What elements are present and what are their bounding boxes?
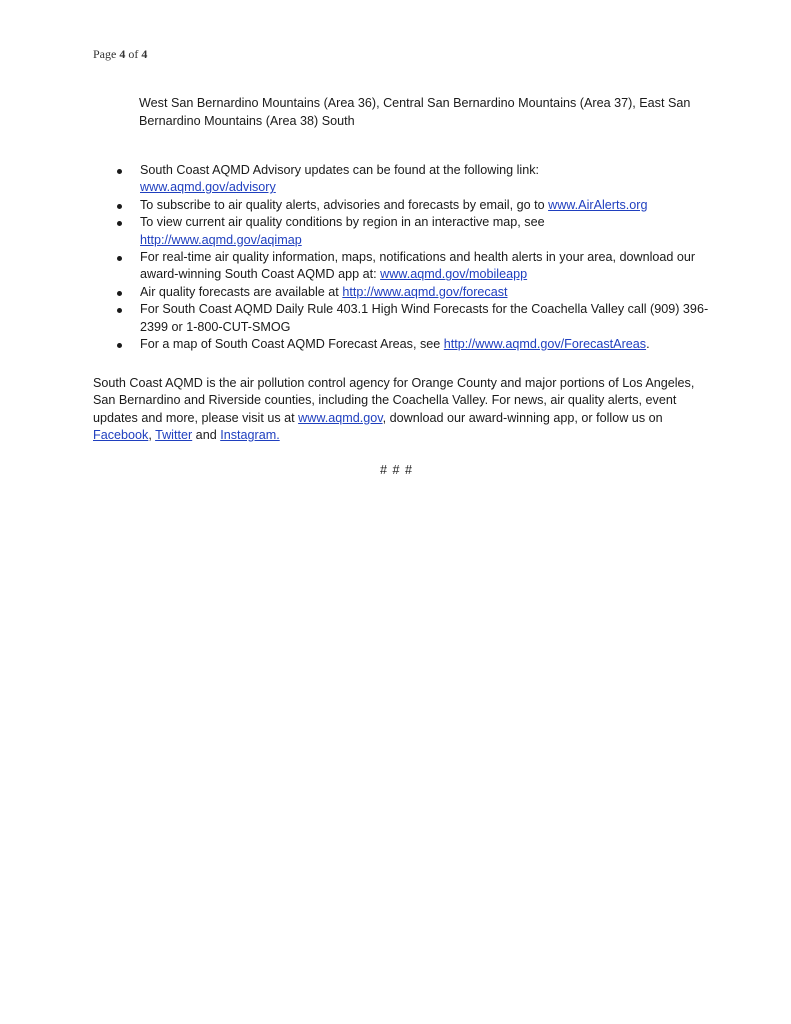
instagram-link[interactable]: Instagram. [220,428,280,443]
bullet-icon [117,291,122,296]
aqimap-link[interactable]: http://www.aqmd.gov/aqimap [140,232,302,247]
bullet-app: For real-time air quality information, maps, notifications and health alerts in your area, download our award-winning South Coast AQMD app at: www.aqmd.gov/mobileapp [115,249,715,284]
info-bullet-list [115,162,715,353]
facebook-link[interactable]: Facebook [93,428,149,443]
bullet-advisory: South Coast AQMD Advisory updates can be found at the following link: www.aqmd.gov/advisory [115,162,715,197]
page-total: 4 [141,47,148,61]
page-number: 4 [119,47,126,61]
advisory-link[interactable]: www.aqmd.gov/advisory [140,180,276,195]
mobileapp-link[interactable]: www.aqmd.gov/mobileapp [380,267,528,282]
bullet-subscribe: To subscribe to air quality alerts, advisories and forecasts by email, go to www.AirAlerts.org [115,197,715,214]
bullet-icon [117,204,122,209]
forecastareas-link[interactable]: http://www.aqmd.gov/ForecastAreas [443,337,647,352]
about-paragraph: South Coast AQMD is the air pollution control agency for Orange County and major portions of Los Angeles, San Bernardino and Riverside counties, including the Coachella Valley. For news, air quality alerts, event updates and more, please visit us at www.aqmd.gov, download our award-winning app, or follow us on Facebook, Twitter and Instagram. [93,376,695,443]
end-mark: # # # [380,463,414,477]
airalerts-link[interactable]: www.AirAlerts.org [548,197,648,212]
page-of-label: of [128,47,139,61]
forecast-link[interactable]: http://www.aqmd.gov/forecast [342,284,508,299]
bullet-icon [117,256,122,261]
bullet-icon [117,308,122,313]
page-label: Page [93,47,117,61]
bullet-icon [117,169,122,174]
bullet-icon [117,221,122,226]
bullet-map: To view current air quality conditions by region in an interactive map, see http://www.aqmd.gov/aqimap [115,214,715,249]
bullet-forecast: Air quality forecasts are available at http://www.aqmd.gov/forecast [115,284,715,301]
forecast-areas-continuation: West San Bernardino Mountains (Area 36), Central San Bernardino Mountains (Area 37), East San Bernardino Mountains (Area 38) South [139,96,691,128]
bullet-areas: For a map of South Coast AQMD Forecast Areas, see http://www.aqmd.gov/ForecastAreas. [115,336,715,353]
website-link[interactable]: www.aqmd.gov [298,410,383,425]
bullet-wind: For South Coast AQMD Daily Rule 403.1 High Wind Forecasts for the Coachella Valley call (909) 396-2399 or 1-800-CUT-SMOG [115,301,715,336]
bullet-icon [117,343,122,348]
twitter-link[interactable]: Twitter [155,428,193,443]
page-header [93,47,147,62]
